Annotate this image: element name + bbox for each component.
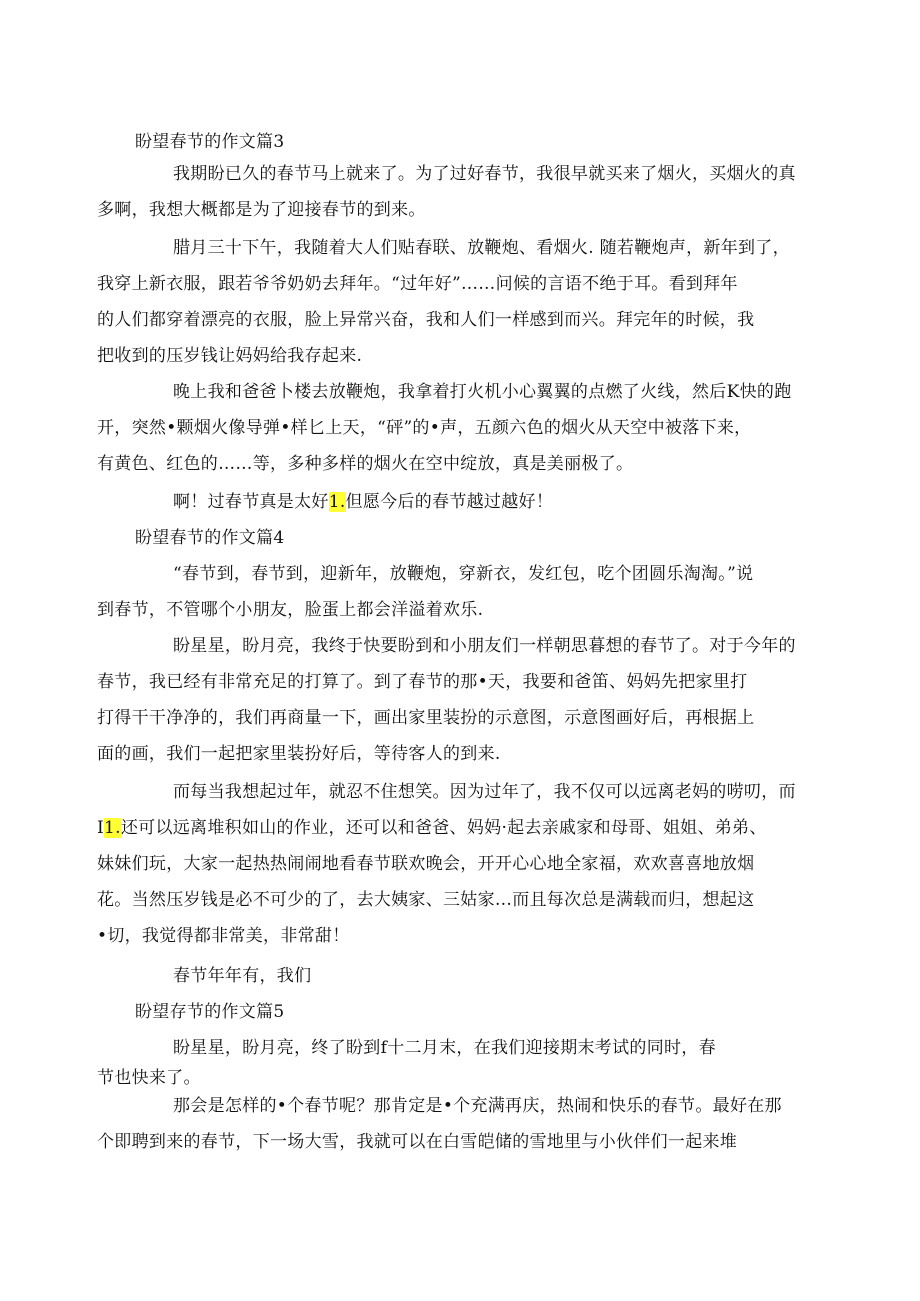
paragraph-7-line-2-start: I: [97, 818, 105, 838]
paragraph-10: 那会是怎样的•个春节呢？那肯定是•个充满再庆，热闹和快乐的春节。最好在那 个即聘到来的春节，下一场大雪，我就可以在白雪皑储的雪地里与小伙伴们一起来堆: [97, 1096, 782, 1152]
paragraph-7: 而每当我想起过年，就忍不住想笑。因为过年了，我不仅可以远离老妈的唠叨，而 I1.还可以远离堆积如山的作业，还可以和爸爸、妈妈·起去亲戚家和母哥、姐姐、弟弟、 妹妹们玩，大家一起热热闹闹地看春节联欢晚会，开开心心地全家福，欢欢喜喜地放烟 花。当然压岁钱是必不可少的了，去大姨家、三姑家…而且每次总是满载而归，想起这 •切，我觉得都非常美，非常甜！: [97, 782, 796, 946]
paragraph-4-text-start: 啊！过春节真是太好: [173, 492, 329, 512]
paragraph-6: 盼星星，盼月亮，我终于快要盼到和小朋友们一样朝思暮想的春节了。对于今年的 春节，我已经有非常充足的打算了。到了春节的那•天，我要和爸笛、妈妈先把家里打 打得干干净净的，我们再商量一下，画出家里装扮的示意图，示意图画好后，再根据上 面的画，我们一起把家里装扮好后，等待客人的到来.: [97, 636, 796, 764]
heading-essay-5: 盼望存节的作文篇5: [135, 1002, 285, 1022]
highlight-mark: 1.: [328, 492, 346, 512]
highlight-mark-2: 1.: [104, 818, 121, 838]
paragraph-7-line-2-end: 还可以远离堆积如山的作业，还可以和爸爸、妈妈·起去亲戚家和母哥、姐姐、弟弟、: [120, 818, 767, 838]
paragraph-9: 盼星星，盼月亮，终了盼到f十二月末，在我们迎接期末考试的同时，春 节也快来了。: [97, 1038, 716, 1088]
paragraph-4: [135, 484, 777, 520]
heading-essay-4: 盼望春节的作文篇4: [135, 528, 285, 548]
paragraph-3: 晚上我和爸爸卜楼去放鞭炮，我拿着打火机小心翼翼的点燃了火线，然后K快的跑 开，突然•颗烟火像导弹•样匕上天，“砰”的•声，五颜六色的烟火从天空中被落下来， 有黄色、红色的……等，多种多样的烟火在空中绽放，真是美丽极了。: [97, 382, 792, 474]
paragraph-5: “春节到，春节到，迎新年，放鞭炮，穿新衣，发红包，吃个团圆乐淘淘。”说 到春节，不管哪个小朋友，脸蛋上都会洋溢着欢乐.: [97, 564, 754, 620]
heading-essay-3: 盼望春节的作文篇3: [135, 132, 285, 152]
paragraph-4-text-end: 但愿今后的春节越过越好！: [345, 492, 554, 512]
paragraph-1: 我期盼已久的春节马上就来了。为了过好春节，我很早就买来了烟火，买烟火的真 多啊，我想大概都是为了迎接春节的到来。: [97, 164, 796, 220]
paragraph-2: 腊月三十下午，我随着大人们贴春联、放鞭炮、看烟火. 随若鞭炮声，新年到了， 我穿上新衣服，跟若爷爷奶奶去拜年。“过年好”……问候的言语不绝于耳。看到拜年 的人们都穿着漂亮的衣服，脸上异常兴奋，我和人们一样感到而兴。拜完年的时候，我 把收到的压岁钱让妈妈给我存起来.: [97, 238, 790, 366]
paragraph-8: 春节年年有，我们: [173, 966, 312, 986]
